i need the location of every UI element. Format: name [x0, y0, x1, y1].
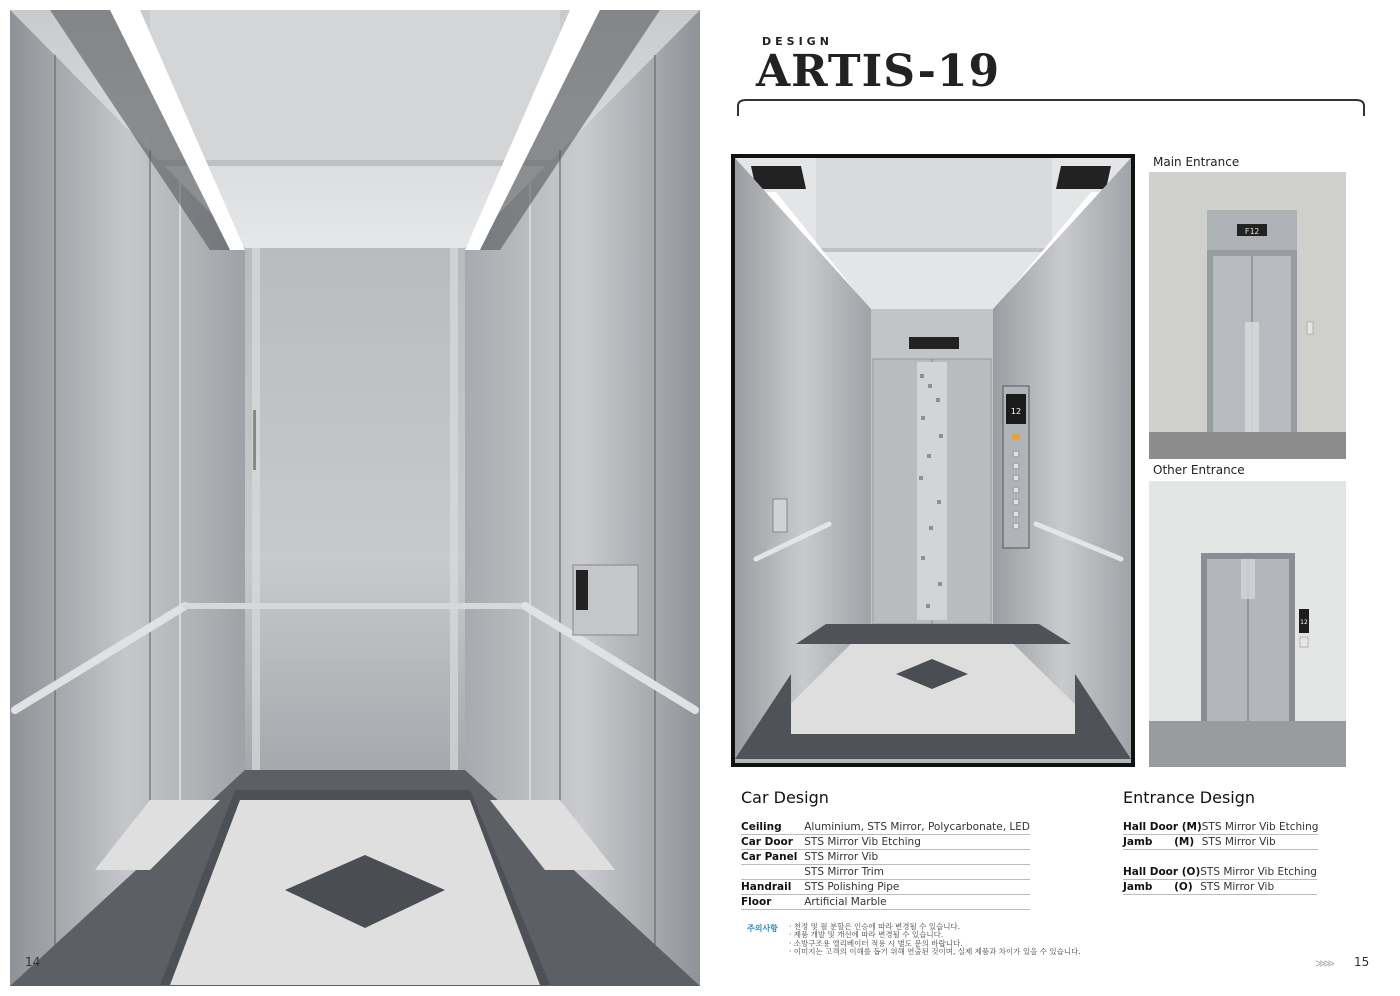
spec-key: Car Door — [741, 835, 804, 850]
spec-key — [1123, 865, 1200, 880]
note-line: · 소방구조용 엘리베이터 적용 시 별도 문의 바랍니다. — [789, 938, 963, 948]
car-design-render — [731, 154, 1135, 767]
other-entrance-floor-display: 12 — [1300, 619, 1308, 626]
car-design-title: Car Design — [741, 788, 829, 807]
spec-key-tag: (M) — [1181, 821, 1202, 833]
table-row — [1123, 880, 1317, 895]
page-number-right: 15 — [1354, 955, 1370, 969]
spec-key — [741, 865, 804, 880]
spec-value: STS Mirror Vib Etching — [804, 835, 1030, 850]
spec-value: STS Mirror Vib Etching — [1201, 821, 1319, 833]
notes-list — [789, 923, 1081, 957]
spec-key-tag: (O) — [1174, 881, 1193, 893]
other-entrance-image — [1149, 481, 1346, 767]
spec-key — [1123, 880, 1200, 895]
note-line: · 제품 개발 및 개선에 따라 변경될 수 있습니다. — [789, 930, 944, 940]
table-row — [1123, 820, 1318, 835]
table-row — [1123, 835, 1318, 850]
table-row — [741, 835, 1030, 850]
table-row — [741, 895, 1030, 910]
spec-value: Aluminium, STS Mirror, Polycarbonate, LED — [804, 821, 1030, 833]
note-line: · 이미지는 고객의 이해를 돕기 위해 연출된 것이며, 실제 제품과 차이가 있을 수 있습니다. — [789, 947, 1081, 957]
model-title: ARTIS-19 — [756, 46, 1001, 97]
main-entrance-floor-display: F12 — [1244, 227, 1260, 236]
note-line: · 천정 및 월 분할은 인승에 따라 변경될 수 있습니다. — [789, 922, 961, 931]
other-entrance-label: Other Entrance — [1153, 463, 1245, 477]
design-kicker: DESIGN — [762, 35, 833, 48]
table-row — [741, 820, 1030, 835]
spec-value: Artificial Marble — [804, 895, 1030, 910]
spec-key-label: Jamb — [1123, 881, 1153, 893]
spec-key: Car Panel — [741, 850, 804, 865]
spec-value: STS Mirror Vib — [1200, 880, 1317, 895]
car-design-table — [741, 820, 1030, 910]
next-page-arrow-icon: ≫≫ — [1315, 957, 1333, 970]
page-number-left: 14 — [25, 955, 41, 969]
entrance-design-table-other — [1123, 865, 1317, 895]
spec-value: STS Polishing Pipe — [804, 880, 1030, 895]
table-row — [741, 880, 1030, 895]
spec-key-tag: (M) — [1174, 836, 1195, 848]
spec-value: STS Mirror Vib Etching — [1200, 866, 1317, 878]
spec-key-label: Hall Door — [1123, 866, 1179, 878]
table-row — [741, 850, 1030, 865]
spec-value: STS Mirror Vib — [804, 850, 1030, 865]
notes-label: 주의사항 — [747, 924, 778, 933]
spec-key: Ceiling — [741, 820, 804, 835]
entrance-design-table-main — [1123, 820, 1318, 850]
spec-key — [1123, 835, 1202, 850]
main-entrance-label: Main Entrance — [1153, 155, 1240, 169]
spec-key-label: Jamb — [1123, 836, 1153, 848]
main-entrance-image — [1149, 172, 1346, 459]
table-row — [741, 865, 1030, 880]
entrance-design-title: Entrance Design — [1123, 788, 1256, 807]
spec-key-tag: (O) — [1181, 866, 1201, 878]
spec-key — [1123, 820, 1202, 835]
header-rule — [736, 96, 1366, 118]
spec-value: STS Mirror Trim — [804, 865, 1030, 880]
cop-floor-display: 12 — [1010, 407, 1022, 416]
spec-value: STS Mirror Vib — [1202, 835, 1319, 850]
spec-key: Floor — [741, 895, 804, 910]
table-row — [1123, 865, 1317, 880]
spec-key-label: Hall Door — [1123, 821, 1179, 833]
spec-key: Handrail — [741, 880, 804, 895]
elevator-interior-photo — [10, 10, 700, 986]
